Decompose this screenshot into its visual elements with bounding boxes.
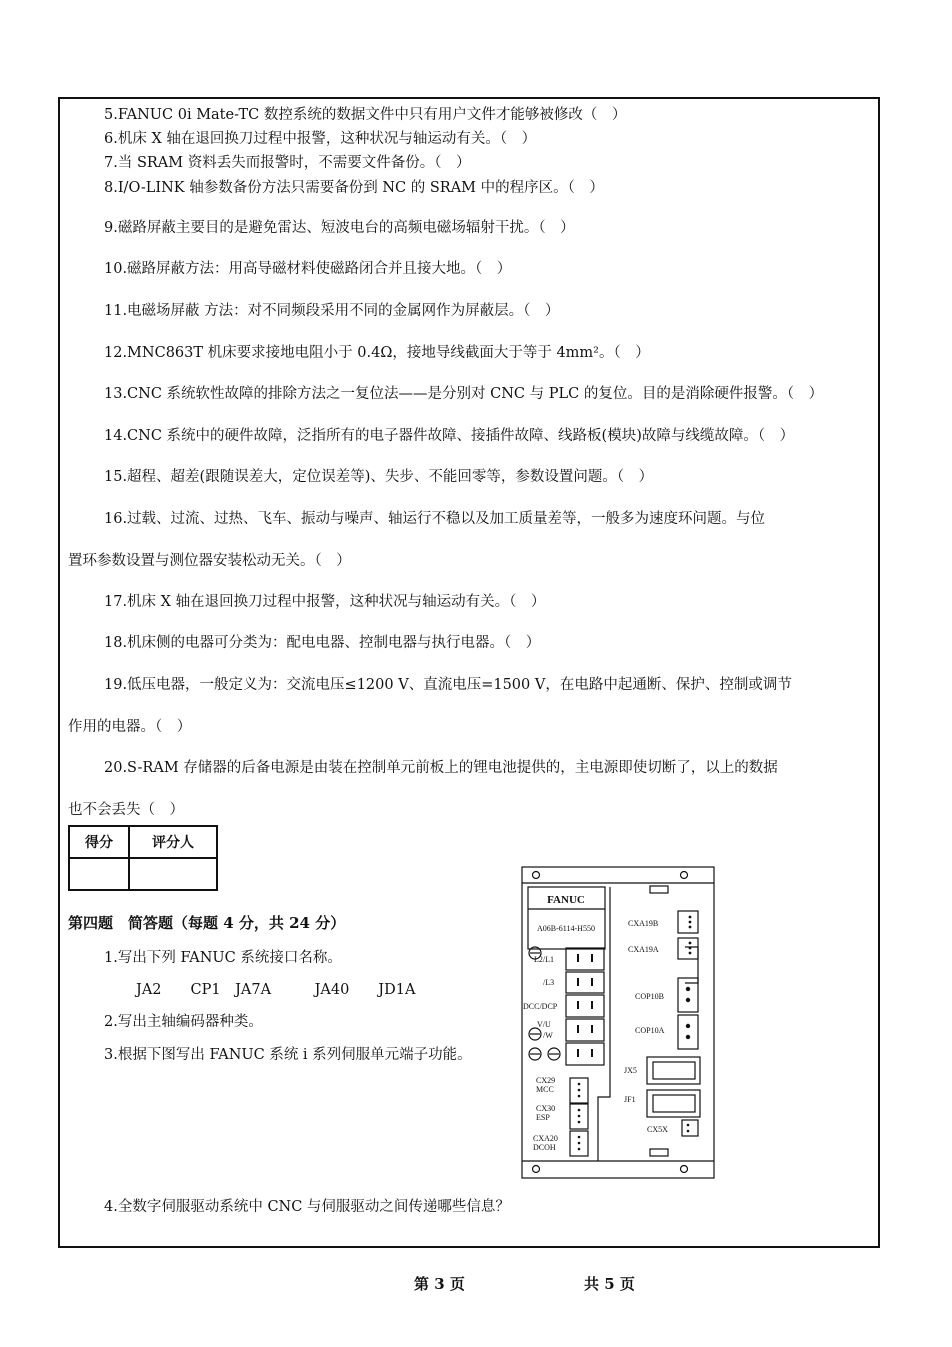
label-cx30: CX30 (536, 1104, 556, 1113)
score-cell[interactable] (69, 858, 129, 890)
interface-list: JA2 CP1 JA7A JA40 JD1A (136, 982, 416, 998)
servo-unit-diagram (520, 865, 716, 1180)
diagram-brand: FANUC (547, 894, 585, 906)
label-w: /W (543, 1031, 553, 1040)
label-jf1: JF1 (624, 1095, 636, 1104)
short-question-1: 1.写出下列 FANUC 系统接口名称。 (104, 950, 342, 966)
question-13: 13.CNC 系统软性故障的排除方法之一复位法——是分别对 CNC 与 PLC 的复位。目的是消除硬件报警。（ ） (104, 386, 824, 402)
question-9: 9.磁路屏蔽主要目的是避免雷达、短波电台的高频电磁场辐射干扰。（ ） (104, 220, 575, 236)
label-mcc: MCC (536, 1085, 554, 1094)
question-18: 18.机床侧的电器可分类为：配电电器、控制电器与执行电器。（ ） (104, 635, 541, 651)
question-5: 5.FANUC 0i Mate-TC 数控系统的数据文件中只有用户文件才能够被修改（ ） (104, 107, 627, 123)
question-19-line2: 作用的电器。（ ） (68, 719, 192, 735)
grader-header: 评分人 (129, 826, 217, 858)
label-cop10a: COP10A (635, 1026, 665, 1035)
question-8: 8.I/O-LINK 轴参数备份方法只需要备份到 NC 的 SRAM 中的程序区。（ ） (104, 180, 604, 196)
question-17: 17.机床 X 轴在退回换刀过程中报警，这种状况与轴运动有关。（ ） (104, 594, 546, 610)
label-cx5x: CX5X (647, 1125, 668, 1134)
label-l3: /L3 (543, 978, 555, 987)
section-4-title: 第四题 简答题（每题 4 分，共 24 分） (68, 914, 346, 932)
label-cxa19b: CXA19B (628, 919, 659, 928)
label-dcc-dcp: DCC/DCP (523, 1002, 558, 1011)
question-7: 7.当 SRAM 资料丢失而报警时，不需要文件备份。（ ） (104, 155, 471, 171)
label-cop10b: COP10B (635, 992, 664, 1001)
grader-cell[interactable] (129, 858, 217, 890)
question-12: 12.MNC863T 机床要求接地电阻小于 0.4Ω，接地导线截面大于等于 4mm²。（ ） (104, 345, 650, 361)
question-10: 10.磁路屏蔽方法：用高导磁材料使磁路闭合并且接大地。（ ） (104, 261, 512, 277)
diagram-model: A06B-6114-H550 (537, 924, 595, 933)
question-11: 11.电磁场屏蔽 方法：对不同频段采用不同的金属网作为屏蔽层。（ ） (104, 303, 560, 319)
short-question-2: 2.写出主轴编码器种类。 (104, 1014, 263, 1030)
label-dcoh: DCOH (533, 1143, 556, 1152)
label-cxa19a: CXA19A (628, 945, 659, 954)
question-16-line2: 置环参数设置与测位器安装松动无关。（ ） (68, 553, 351, 569)
question-20-line2: 也不会丢失（ ） (68, 802, 184, 818)
page-number: 第 3 页 (414, 1275, 465, 1293)
question-6: 6.机床 X 轴在退回换刀过程中报警，这种状况与轴运动有关。（ ） (104, 131, 537, 147)
question-20-line1: 20.S-RAM 存储器的后备电源是由装在控制单元前板上的锂电池提供的，主电源即使切断了，以上的数据 (104, 760, 778, 776)
score-table (68, 825, 218, 891)
short-question-4: 4.全数字伺服驱动系统中 CNC 与伺服驱动之间传递哪些信息？ (104, 1199, 510, 1215)
question-14: 14.CNC 系统中的硬件故障，泛指所有的电子器件故障、接插件故障、线路板(模块)故障与线缆故障。（ ） (104, 428, 795, 444)
label-cxa20: CXA20 (533, 1134, 558, 1143)
question-19-line1: 19.低压电器，一般定义为：交流电压≤1200 V、直流电压=1500 V，在电路中起通断、保护、控制或调节 (104, 677, 792, 693)
question-15: 15.超程、超差(跟随误差大，定位误差等)、失步、不能回零等，参数设置问题。（ ） (104, 469, 654, 485)
label-jx5: JX5 (624, 1066, 637, 1075)
label-cx29: CX29 (536, 1076, 556, 1085)
power-terminal-block (566, 948, 604, 1065)
label-l2-l1: L2/L1 (534, 955, 554, 964)
question-16-line1: 16.过载、过流、过热、飞车、振动与噪声、轴运行不稳以及加工质量差等，一般多为速度环问题。与位 (104, 511, 766, 527)
short-question-3: 3.根据下图写出 FANUC 系统 i 系列伺服单元端子功能。 (104, 1047, 472, 1063)
label-esp: ESP (536, 1113, 550, 1122)
page-total: 共 5 页 (584, 1275, 635, 1293)
label-v-u: V/U (537, 1020, 551, 1029)
score-header: 得分 (69, 826, 129, 858)
